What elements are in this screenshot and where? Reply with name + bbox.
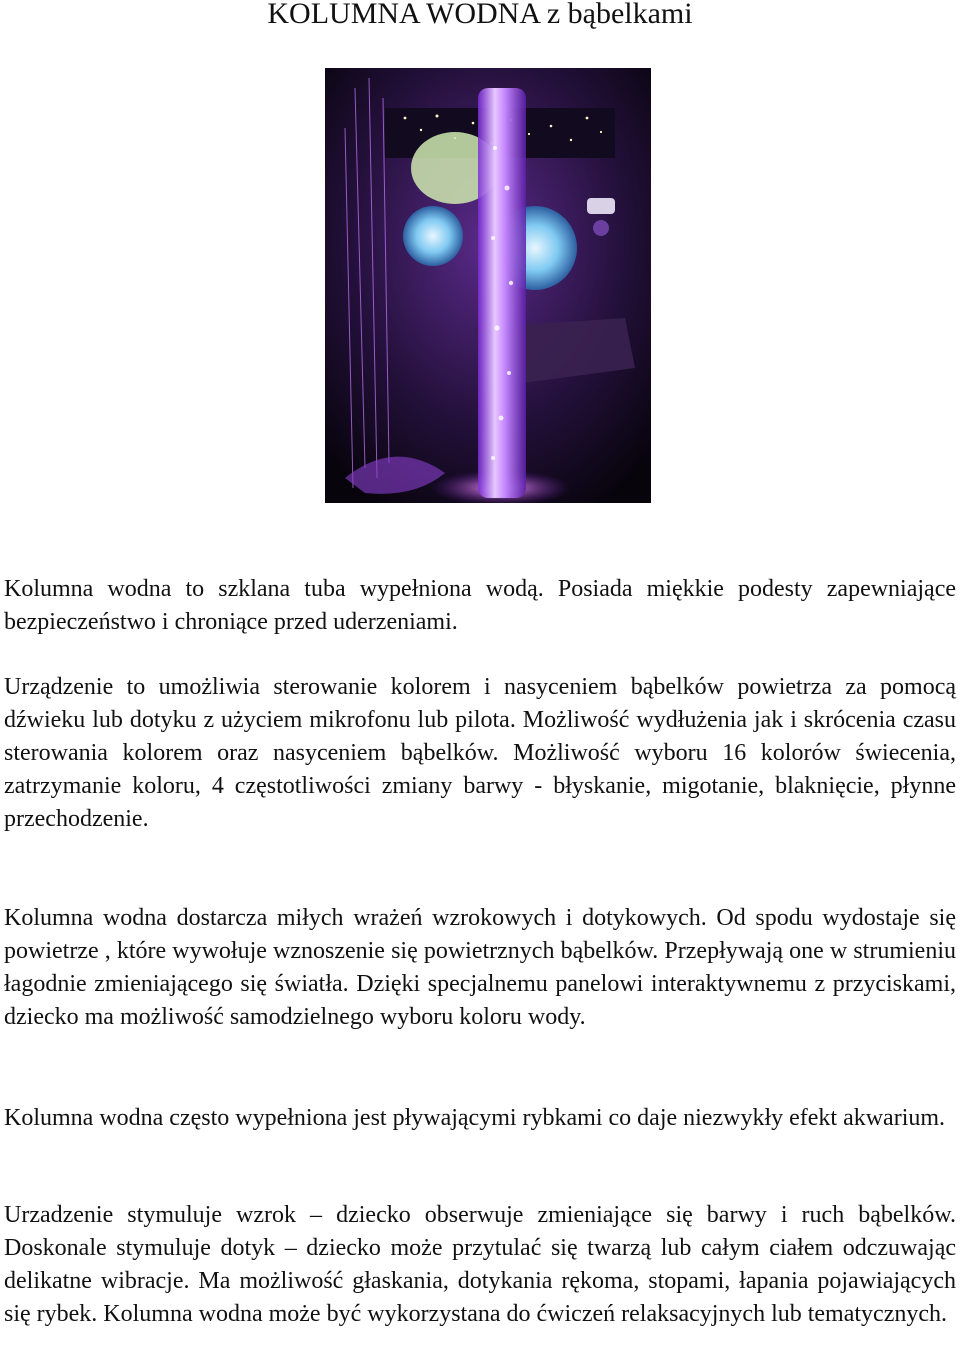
water-column-photo bbox=[325, 68, 651, 503]
paragraph-control: Urządzenie to umożliwia sterowanie kolorem i nasyceniem bąbelków powietrza za pomocą dźwieku lub dotyku z użyciem mikrofonu lub pilota. Możliwość wydłużenia jak i skrócenia czasu sterowania kolorem oraz nasyceniem bąbelków. Możliwość wyboru 16 kolorów świecenia, zatrzymanie koloru, 4 częstotliwości zmiany barwy - błyskanie, migotanie, blaknięcie, płynne przechodzenie. bbox=[4, 674, 956, 832]
page-title: KOLUMNA WODNA z bąbelkami bbox=[267, 0, 693, 30]
paragraph-stimulation: Urzadzenie stymuluje wzrok – dziecko obserwuje zmieniające się barwy i ruch bąbelków. Doskonale stymuluje dotyk – dziecko może przytulać się twarzą lub całym ciałem odczuwając delikatne wibracje. Ma możliwość głaskania, dotykania rękoma, stopami, łapania pojawiających się rybek. Kolumna wodna może być wykorzystana do ćwiczeń relaksacyjnych lub tematycznych. bbox=[4, 1202, 956, 1327]
paragraph-sensations: Kolumna wodna dostarcza miłych wrażeń wzrokowych i dotykowych. Od spodu wydostaje się powietrze , które wywołuje wznoszenie się powietrznych bąbelków. Przepływają one w strumieniu łagodnie zmieniającego się światła. Dzięki specjalnemu panelowi interaktywnemu z przyciskami, dziecko ma możliwość samodzielnego wyboru koloru wody. bbox=[4, 905, 956, 1030]
paragraph-aquarium: Kolumna wodna często wypełniona jest pływającymi rybkami co daje niezwykły efekt akwarium. bbox=[4, 1105, 946, 1131]
paragraph-intro: Kolumna wodna to szklana tuba wypełniona wodą. Posiada miękkie podesty zapewniające bezpieczeństwo i chroniące przed uderzeniami. bbox=[4, 576, 956, 635]
